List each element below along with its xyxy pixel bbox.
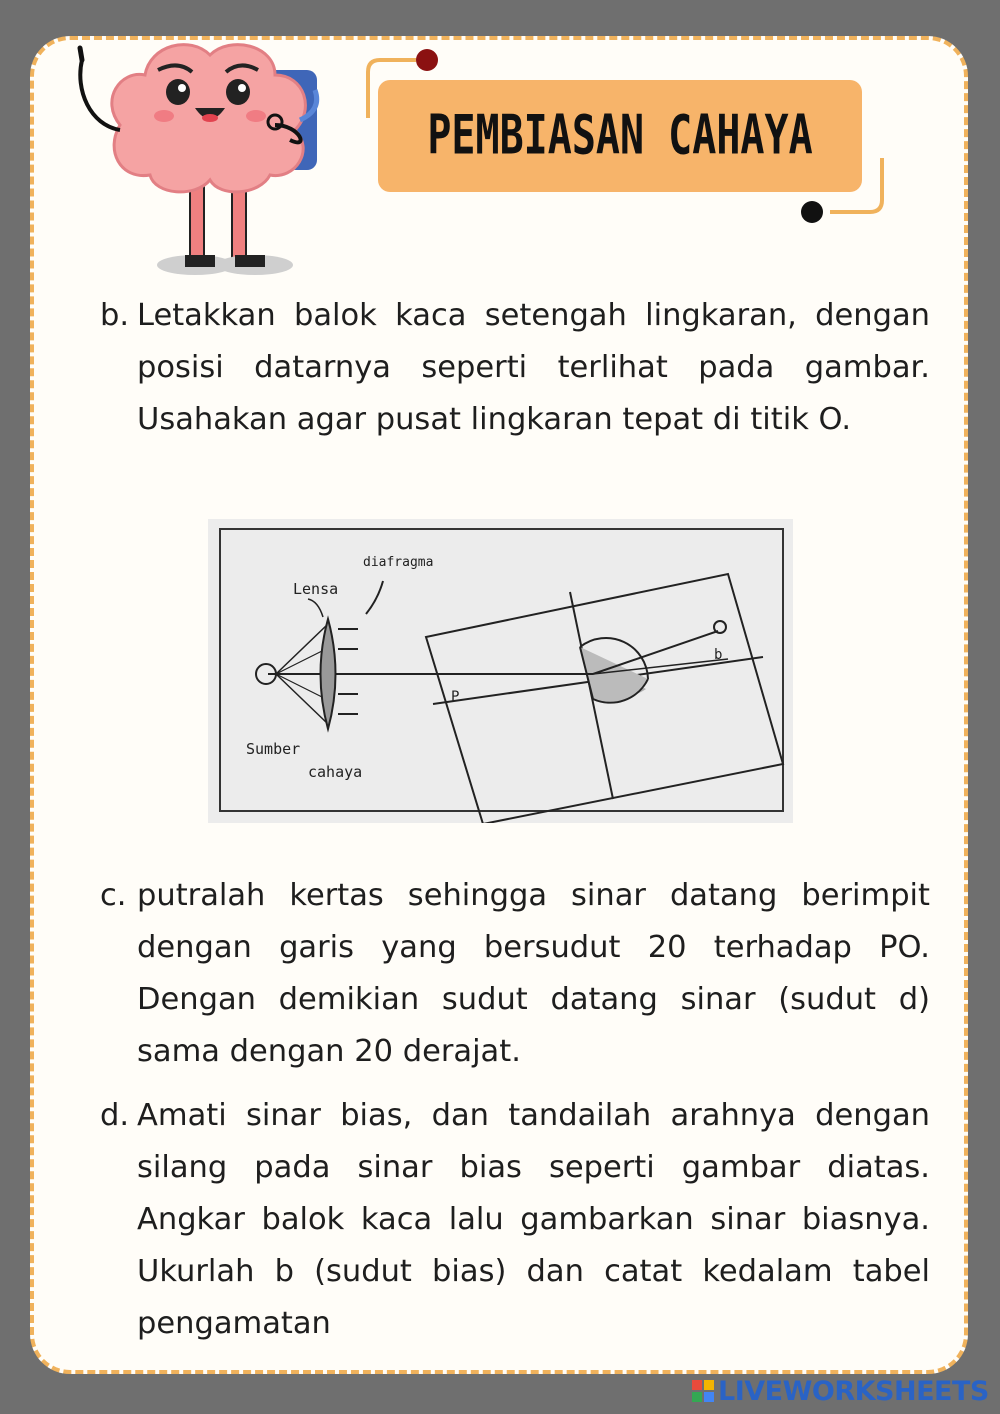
brand-name: LIVEWORKSHEETS [718,1375,989,1407]
item-text: Letakkan balok kaca setengah lingkaran, dengan posisi datarnya seperti terlihat pada gambar. Usahakan agar pusat lingkaran tepat di titik O. [137,298,930,437]
label-lensa: Lensa [293,580,339,598]
list-item [100,870,930,1078]
list-item [100,290,930,446]
brain-mascot-icon [60,30,330,280]
label-p: P [451,689,460,705]
item-label: b. [100,298,130,333]
label-cahaya: cahaya [308,763,363,781]
instructions-cd [100,870,930,1350]
label-sumber: Sumber [246,740,301,758]
item-label: c. [100,878,127,913]
experiment-figure [208,519,793,823]
label-b: b [714,647,723,663]
label-diafragma: diafragma [363,555,434,570]
list-item [100,1090,930,1350]
liveworksheets-brand[interactable] [692,1372,989,1410]
black-dot-icon [801,201,823,223]
instructions-b [100,290,930,446]
lens-icon [321,619,336,729]
accent-dot-icon [416,49,438,71]
liveworksheets-logo-icon [692,1380,714,1402]
item-text: Amati sinar bias, dan tandailah arahnya dengan silang pada sinar bias seperti gambar diatas. Angkar balok kaca lalu gambarkan sinar biasnya. Ukurlah b (sudut bias) dan catat kedalam tabel pengamatan [137,1098,930,1341]
refraction-diagram [208,519,793,823]
item-text: putralah kertas sehingga sinar datang berimpit dengan garis yang bersudut 20 terhadap PO. Dengan demikian sudut datang sinar (sudut d) sama dengan 20 derajat. [137,878,930,1069]
page-title: PEMBIASAN CAHAYA [427,104,813,168]
title-banner [378,80,862,192]
item-label: d. [100,1098,130,1133]
